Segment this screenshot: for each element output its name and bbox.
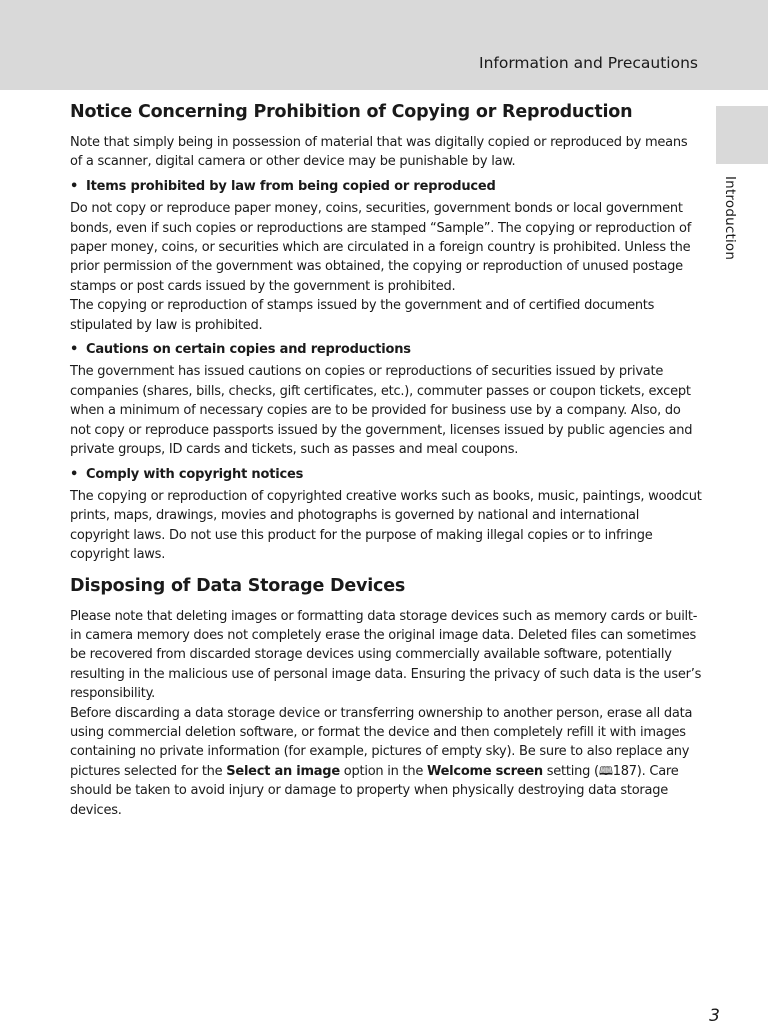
section-heading-copying: Notice Concerning Prohibition of Copying or Reproduction	[70, 102, 633, 122]
bullet-heading-cautions: • Cautions on certain copies and reproductions	[70, 340, 702, 359]
bullet-icon: •	[70, 178, 79, 194]
bullet-heading-prohibited-items: • Items prohibited by law from being copied or reproduced	[70, 177, 702, 196]
paragraph-stamps-documents: The copying or reproduction of stamps issued by the government and of certified documents stipulated by law is prohibited.	[70, 298, 655, 333]
bullet-icon: •	[70, 342, 79, 358]
section-tab-label: Introduction	[722, 176, 738, 261]
page-reference-link[interactable]: 187	[612, 763, 637, 779]
paragraph-copyright: The copying or reproduction of copyrighted creative works such as books, music, paintings, woodcut prints, maps, drawings, movies and photographs is governed by national and international copyright laws. Do not use this product for the purpose of making illegal copies or to infringe copyright laws.	[70, 488, 702, 563]
paragraph-disposing-2: Before discarding a data storage device or transferring ownership to another person, erase all data using commercial deletion software, or format the device and then completely refill it with images containing no private information (for example, pictures of empty sky). Be sure to also replace any pictures selected for the Select an image option in the Welcome screen setting (🕮187). Care should be taken to avoid injury or damage to property when physically destroying data storage devices.	[70, 705, 693, 818]
bullet-heading-copyright: • Comply with copyright notices	[70, 465, 702, 484]
running-header-title: Information and Precautions	[479, 54, 698, 72]
paragraph-prohibited-items: Do not copy or reproduce paper money, coins, securities, government bonds or local government bonds, even if such copies or reproductions are stamped “Sample”. The copying or reproduction of paper money, coins, or securities which are circulated in a foreign country is prohibited. Unless the prior permission of the government was obtained, the copying or reproduction of unused postage stamps or post cards issued by the government is prohibited.	[70, 201, 692, 294]
select-an-image-label: Select an image	[226, 763, 340, 779]
page-content	[70, 100, 702, 820]
page-number: 3	[709, 1006, 720, 1026]
book-reference-icon: 🕮	[598, 763, 613, 778]
bullet-icon: •	[70, 466, 79, 482]
paragraph-disposing-1: Please note that deleting images or formatting data storage devices such as memory cards or built-in camera memory does not completely erase the original image data. Deleted files can sometimes be recovered from discarded storage devices using commercially available software, potentially resulting in the malicious use of personal image data. Ensuring the privacy of such data is the user’s responsibility.	[70, 608, 702, 702]
header-band	[0, 0, 768, 90]
section-tab-marker	[716, 106, 768, 164]
paragraph-cautions: The government has issued cautions on copies or reproductions of securities issued by private companies (shares, bills, checks, gift certificates, etc.), commuter passes or coupon tickets, except when a minimum of necessary copies are to be provided for business use by a company. Also, do not copy or reproduce passports issued by the government, licenses issued by public agencies and private groups, ID cards and tickets, such as passes and meal coupons.	[70, 364, 693, 458]
welcome-screen-label: Welcome screen	[426, 763, 543, 779]
intro-paragraph: Note that simply being in possession of material that was digitally copied or reproduced by means of a scanner, digital camera or other device may be punishable by law.	[70, 135, 688, 170]
section-heading-disposing: Disposing of Data Storage Devices	[70, 575, 406, 596]
